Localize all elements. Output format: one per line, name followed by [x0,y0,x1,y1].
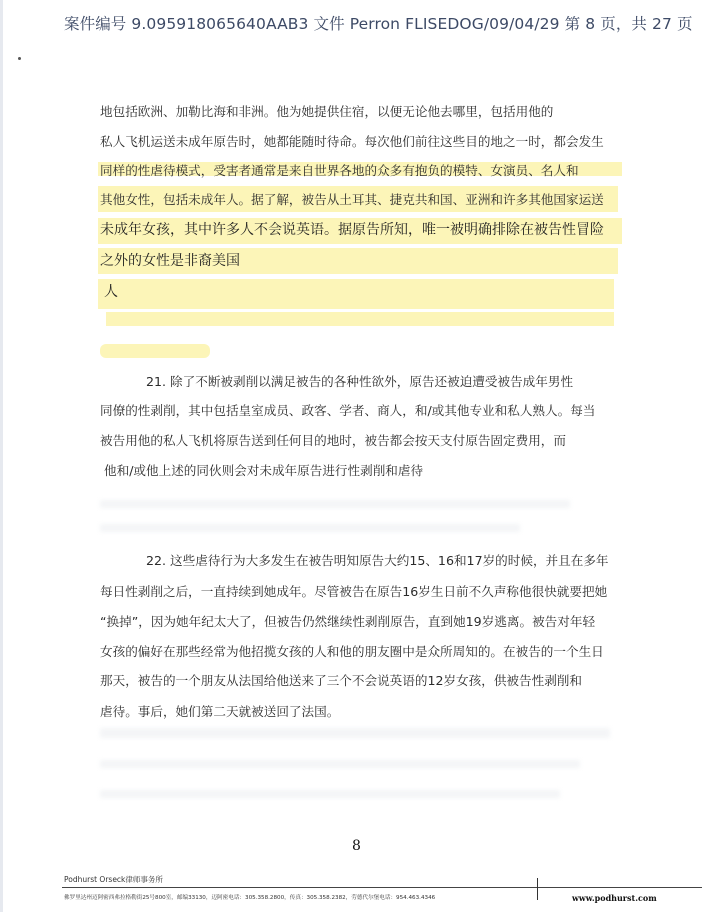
body-line: 其他女性，包括未成年人。据了解，被告从土耳其、捷克共和国、亚洲和许多其他国家运送 [100,192,604,207]
body-line: 私人飞机运送未成年原告时，她都能随时待命。每次他们前往这些目的地之一时，都会发生 [100,134,604,149]
highlight-mark [106,312,614,326]
body-line: 被告用他的私人飞机将原告送到任何目的地时，被告都会按天支付原告固定费用，而 [100,433,566,448]
body-line: 他和/或他上述的同伙则会对未成年原告进行性剥削和虐待 [104,463,424,478]
firm-name: Podhurst Orseck律师事务所 [64,875,163,884]
body-line: 女孩的偏好在那些经常为他招揽女孩的人和他的朋友圈中是众所周知的。在被告的一个生日 [100,644,604,659]
page-number: 8 [352,838,361,854]
body-line: “换掉”，因为她年纪太大了，但被告仍然继续性剥削原告，直到她19岁逃离。被告对年轻 [100,614,596,629]
faint-smudge [100,500,570,508]
faint-smudge [100,524,520,532]
firm-website: www.podhurst.com [572,893,657,903]
footer-divider [537,878,538,900]
body-line: 22. 这些虐待行为大多发生在被告明知原告大约15、16和17岁的时候，并且在多年 [146,553,609,568]
highlight-mark [98,279,614,309]
firm-address: 佛罗里达州迈阿密西弗拉格勒街25号800室，邮编33130，迈阿密电话：305.358.2800，传真：305.358.2382，劳德代尔堡电话：954.463.4346 [64,895,436,901]
body-line: 21. 除了不断被剥削以满足被告的各种性欲外，原告还被迫遭受被告成年男性 [146,374,574,389]
faint-smudge [100,790,560,798]
body-line: 每日性剥削之后，一直持续到她成年。尽管被告在原告16岁生日前不久声称他很快就要把她 [100,584,608,599]
body-line: 人 [104,284,118,300]
body-line: 同僚的性剥削，其中包括皇室成员、政客、学者、商人，和/或其他专业和私人熟人。每当 [100,403,596,418]
highlight-mark [100,344,210,358]
body-line: 地包括欧洲、加勒比海和非洲。他为她提供住宿，以便无论他去哪里，包括用他的 [100,104,554,119]
body-line: 同样的性虐待模式，受害者通常是来自世界各地的众多有抱负的模特、女演员、名人和 [100,163,579,178]
body-line: 虐待。事后，她们第二天就被送回了法国。 [100,704,340,719]
body-line: 那天，被告的一个朋友从法国给他送来了三个不会说英语的12岁女孩，供被告性剥削和 [100,673,582,688]
body-line: 未成年女孩，其中许多人不会说英语。据原告所知，唯一被明确排除在被告性冒险 [100,222,604,238]
footer-rule [62,887,702,888]
body-line: 之外的女性是非裔美国 [100,253,240,269]
faint-smudge [100,728,610,738]
faint-smudge [100,760,580,768]
stray-mark [18,57,21,60]
case-header: 案件编号 9.095918065640AAB3 文件 Perron FLISEDOG/09/04/29 第 8 页，共 27 页 [64,15,693,33]
page-edge [0,0,3,912]
